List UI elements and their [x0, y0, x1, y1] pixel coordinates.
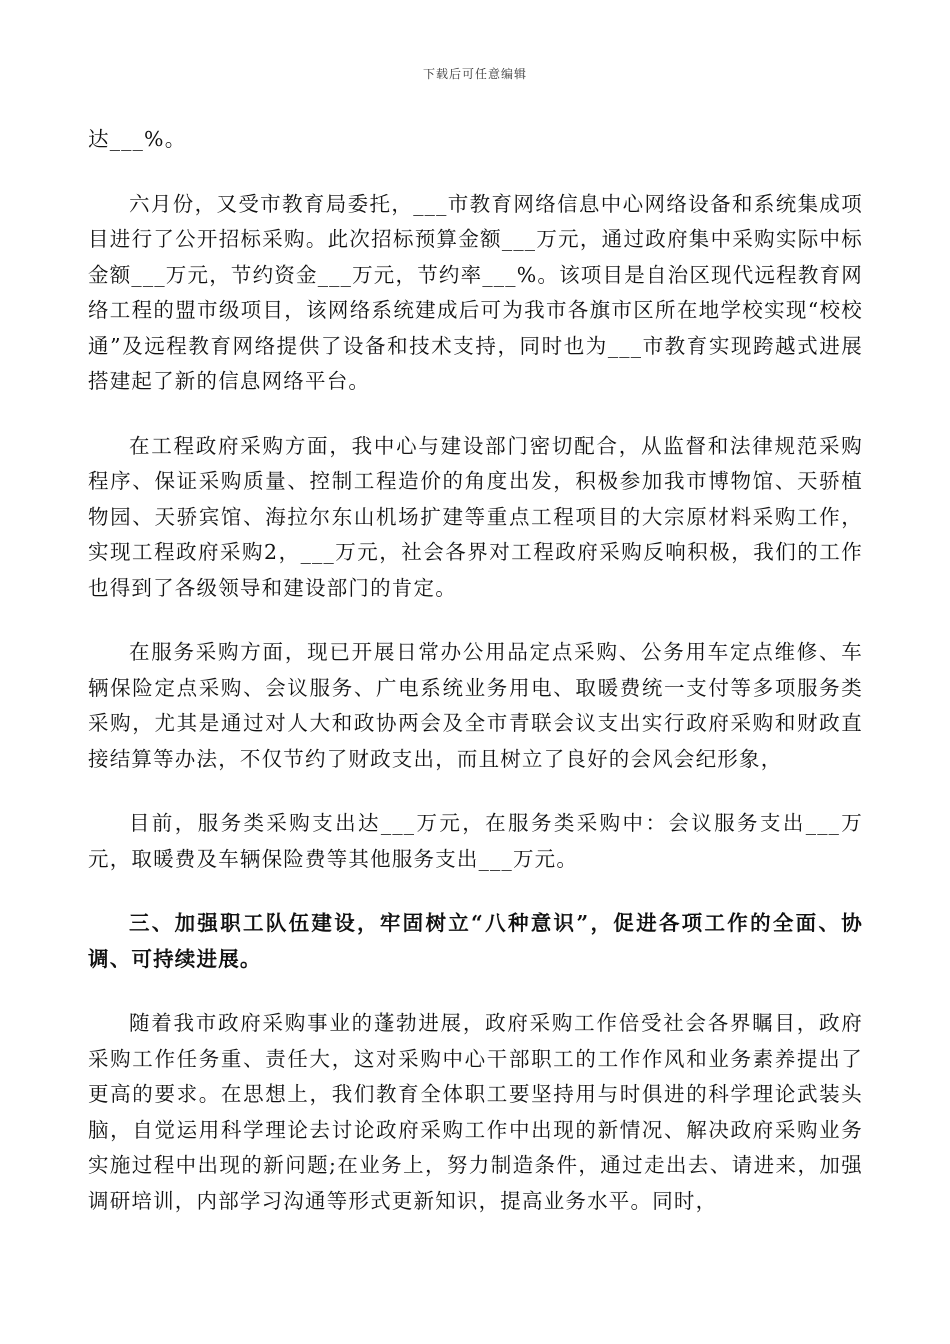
paragraph-june-project: 六月份，又受市教育局委托，___市教育网络信息中心网络设备和系统集成项目进行了公开招标采购。此次招标预算金额___万元，通过政府集中采购实际中标金额___万元，节约资金___万元，节约率___%。该项目是自治区现代远程教育网络工程的盟市级项目，该网络系统建成后可为我市各旗市区所在地学校实现“校校通”及远程教育网络提供了设备和技术支持，同时也为___市教育实现跨越式进展搭建起了新的信息网络平台。: [88, 191, 863, 393]
paragraph-service-spending: 目前，服务类采购支出达___万元，在服务类采购中：会议服务支出___万元，取暖费及车辆保险费等其他服务支出___万元。: [88, 811, 863, 871]
paragraph-engineering-procurement: 在工程政府采购方面，我中心与建设部门密切配合，从监督和法律规范采购程序、保证采购质量、控制工程造价的角度出发，积极参加我市博物馆、天骄植物园、天骄宾馆、海拉尔东山机场扩建等重点工程项目的大宗原材料采购工作，实现工程政府采购2，___万元，社会各界对工程政府采购反响积极，我们的工作也得到了各级领导和建设部门的肯定。: [88, 433, 863, 600]
page-header: 下载后可任意编辑: [422, 67, 527, 81]
paragraph-service-procurement: 在服务采购方面，现已开展日常办公用品定点采购、公务用车定点维修、车辆保险定点采购、会议服务、广电系统业务用电、取暖费统一支付等多项服务类采购，尤其是通过对人大和政协两会及全市青联会议支出实行政府采购和财政直接结算等办法，不仅节约了财政支出，而且树立了良好的会风会纪形象，: [88, 640, 863, 771]
paragraph-staff-development: 随着我市政府采购事业的蓬勃进展，政府采购工作倍受社会各界瞩目，政府采购工作任务重、责任大，这对采购中心干部职工的工作作风和业务素养提出了更高的要求。在思想上，我们教育全体职工要坚持用与时俱进的科学理论武装头脑，自觉运用科学理论去讨论政府采购工作中出现的新情况、解决政府采购业务实施过程中出现的新问题;在业务上，努力制造条件，通过走出去、请进来，加强调研培训，内部学习沟通等形式更新知识，提高业务水平。同时，: [88, 1011, 863, 1213]
paragraph-continuation: 达___%。: [88, 127, 187, 151]
section-heading-three: 三、加强职工队伍建设，牢固树立“八种意识”，促进各项工作的全面、协调、可持续进展。: [88, 911, 863, 971]
document-body: [88, 122, 863, 1219]
